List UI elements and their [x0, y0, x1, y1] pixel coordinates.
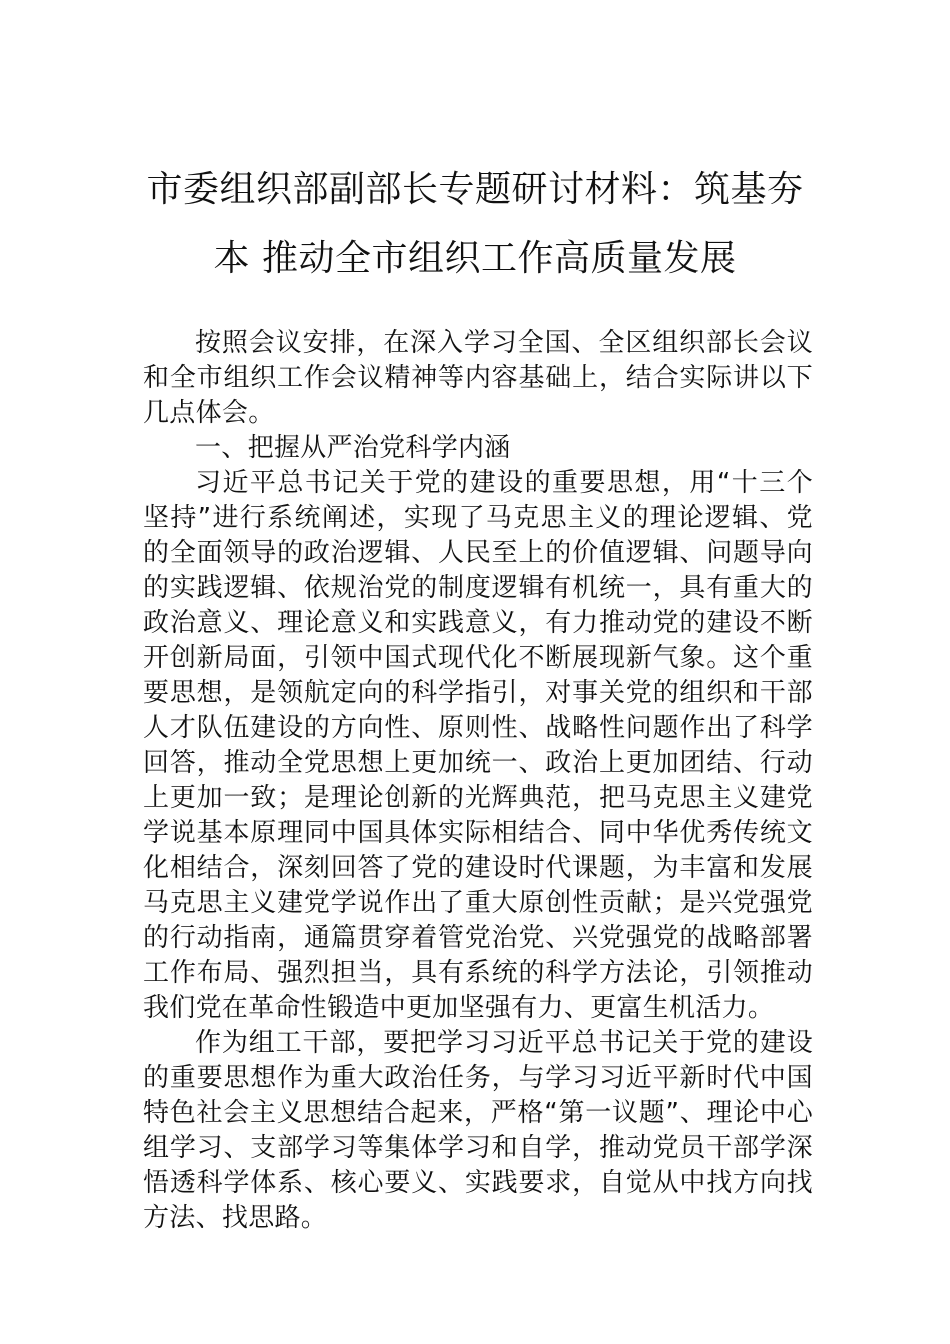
body-paragraph: 习近平总书记关于党的建设的重要思想，用“十三个坚持”进行系统阐述，实现了马克思主义的理论逻辑、党的全面领导的政治逻辑、人民至上的价值逻辑、问题导向的实践逻辑、依规治党的制度逻辑有机统一，具有重大的政治意义、理论意义和实践意义，有力推动党的建设不断开创新局面，引领中国式现代化不断展现新气象。这个重要思想，是领航定向的科学指引，对事关党的组织和干部人才队伍建设的方向性、原则性、战略性问题作出了科学回答，推动全党思想上更加统一、政治上更加团结、行动上更加一致；是理论创新的光辉典范，把马克思主义建党学说基本原理同中国具体实际相结合、同中华优秀传统文化相结合，深刻回答了党的建设时代课题，为丰富和发展马克思主义建党学说作出了重大原创性贡献；是兴党强党的行动指南，通篇贯穿着管党治党、兴党强党的战略部署工作布局、强烈担当，具有系统的科学方法论，引领推动我们党在革命性锻造中更加坚强有力、更富生机活力。 [143, 468, 813, 1023]
body-paragraph: 作为组工干部，要把学习习近平总书记关于党的建设的重要思想作为重大政治任务，与学习习近平新时代中国特色社会主义思想结合起来，严格“第一议题”、理论中心组学习、支部学习等集体学习和自学，推动党员干部学深悟透科学体系、核心要义、实践要求，自觉从中找方向找方法、找思路。 [143, 1028, 813, 1233]
intro-paragraph: 按照会议安排，在深入学习全国、全区组织部长会议和全市组织工作会议精神等内容基础上，结合实际讲以下几点体会。 [143, 328, 813, 428]
document-title-line-1: 市委组织部副部长专题研讨材料：筑基夯 [146, 169, 804, 210]
document-title-line-2: 本 推动全市组织工作高质量发展 [213, 238, 737, 279]
document-body [143, 326, 813, 1236]
section-heading: 一、把握从严治党科学内涵 [195, 433, 511, 463]
